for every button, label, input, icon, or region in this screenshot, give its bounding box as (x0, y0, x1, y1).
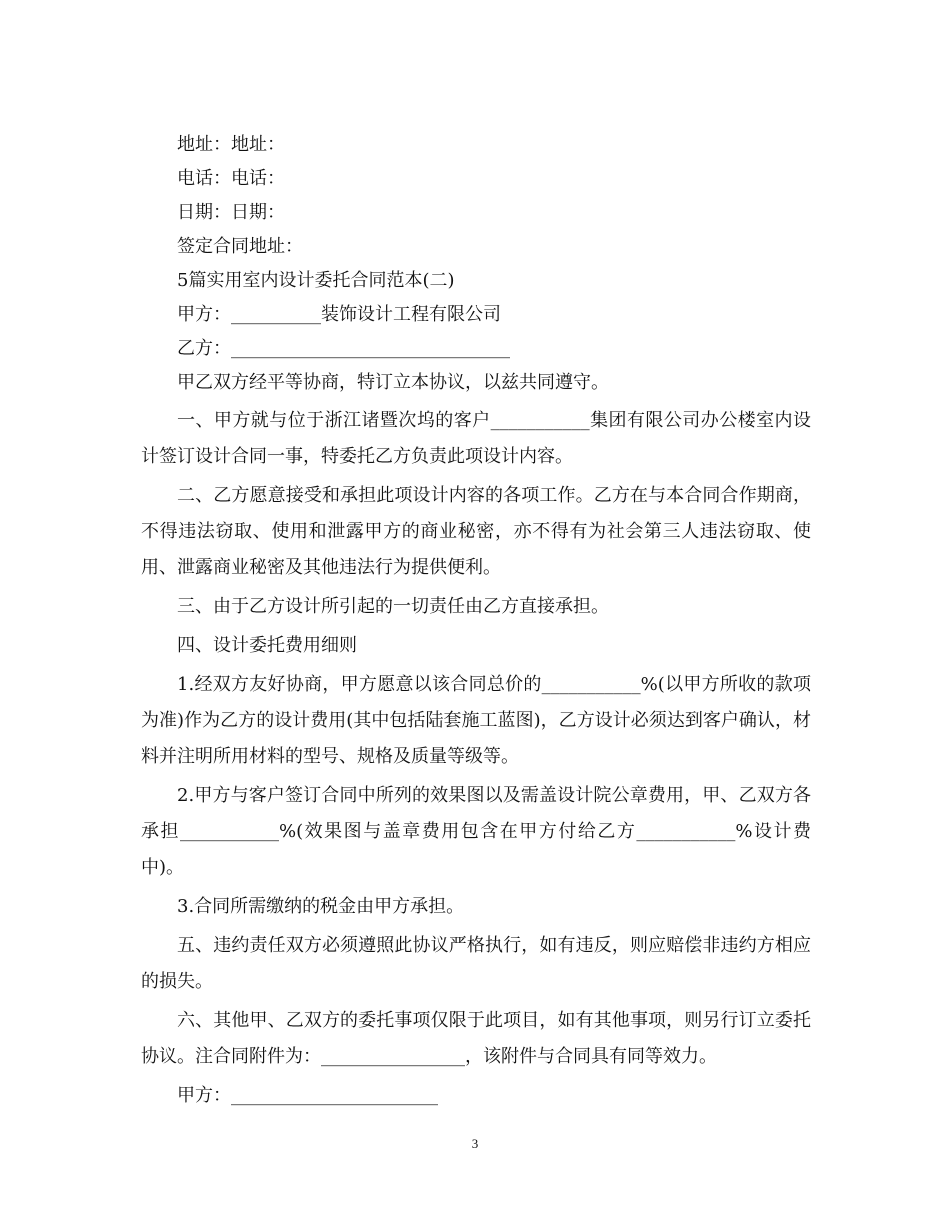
clause-5: 五、违约责任双方必须遵照此协议严格执行，如有违反，则应赔偿非违约方相应的损失。 (141, 935, 811, 992)
fee-item-2: 2.甲方与客户签订合同中所列的效果图以及需盖设计院公章费用，甲、乙双方各承担___________%(效果图与盖章费用包含在甲方付给乙方___________%设计费中)。 (141, 785, 811, 878)
clause-4-heading: 四、设计委托费用细则 (177, 635, 357, 656)
phone-line: 电话：电话： (177, 168, 285, 189)
clause-2: 二、乙方愿意接受和承担此项设计内容的各项工作。乙方在与本合同合作期商，不得违法窃取、使用和泄露甲方的商业秘密，亦不得有为社会第三人违法窃取、使用、泄露商业秘密及其他违法行为提供便利。 (141, 485, 811, 578)
agreement-intro: 甲乙双方经平等协商，特订立本协议，以兹共同遵守。 (177, 372, 609, 393)
party-a-line: 甲方：__________装饰设计工程有限公司 (177, 304, 501, 325)
fee-item-1: 1.经双方友好协商，甲方愿意以该合同总价的___________%(以甲方所收的款项为准)作为乙方的设计费用(其中包括陆套施工蓝图)，乙方设计必须达到客户确认，材料并注明所用材料的型号、规格及质量等级等。 (141, 674, 811, 767)
clause-6: 六、其他甲、乙双方的委托事项仅限于此项目，如有其他事项，则另行订立委托协议。注合同附件为：________________，该附件与合同具有同等效力。 (141, 1010, 811, 1067)
address-line: 地址：地址： (177, 134, 285, 155)
signing-address-line: 签定合同地址： (177, 236, 303, 257)
signature-line-party-a: 甲方：_______________________ (177, 1085, 438, 1106)
fee-item-3: 3.合同所需缴纳的税金由甲方承担。 (177, 896, 465, 917)
date-line: 日期：日期： (177, 202, 285, 223)
document-body (141, 128, 811, 1114)
party-b-line: 乙方：_______________________________ (177, 338, 510, 359)
clause-3: 三、由于乙方设计所引起的一切责任由乙方直接承担。 (177, 596, 609, 617)
contract-title: 5篇实用室内设计委托合同范本(二) (177, 270, 455, 291)
page-number: 3 (471, 1136, 479, 1151)
clause-1: 一、甲方就与位于浙江诸暨次坞的客户___________集团有限公司办公楼室内设计签订设计合同一事，特委托乙方负责此项设计内容。 (141, 410, 811, 467)
